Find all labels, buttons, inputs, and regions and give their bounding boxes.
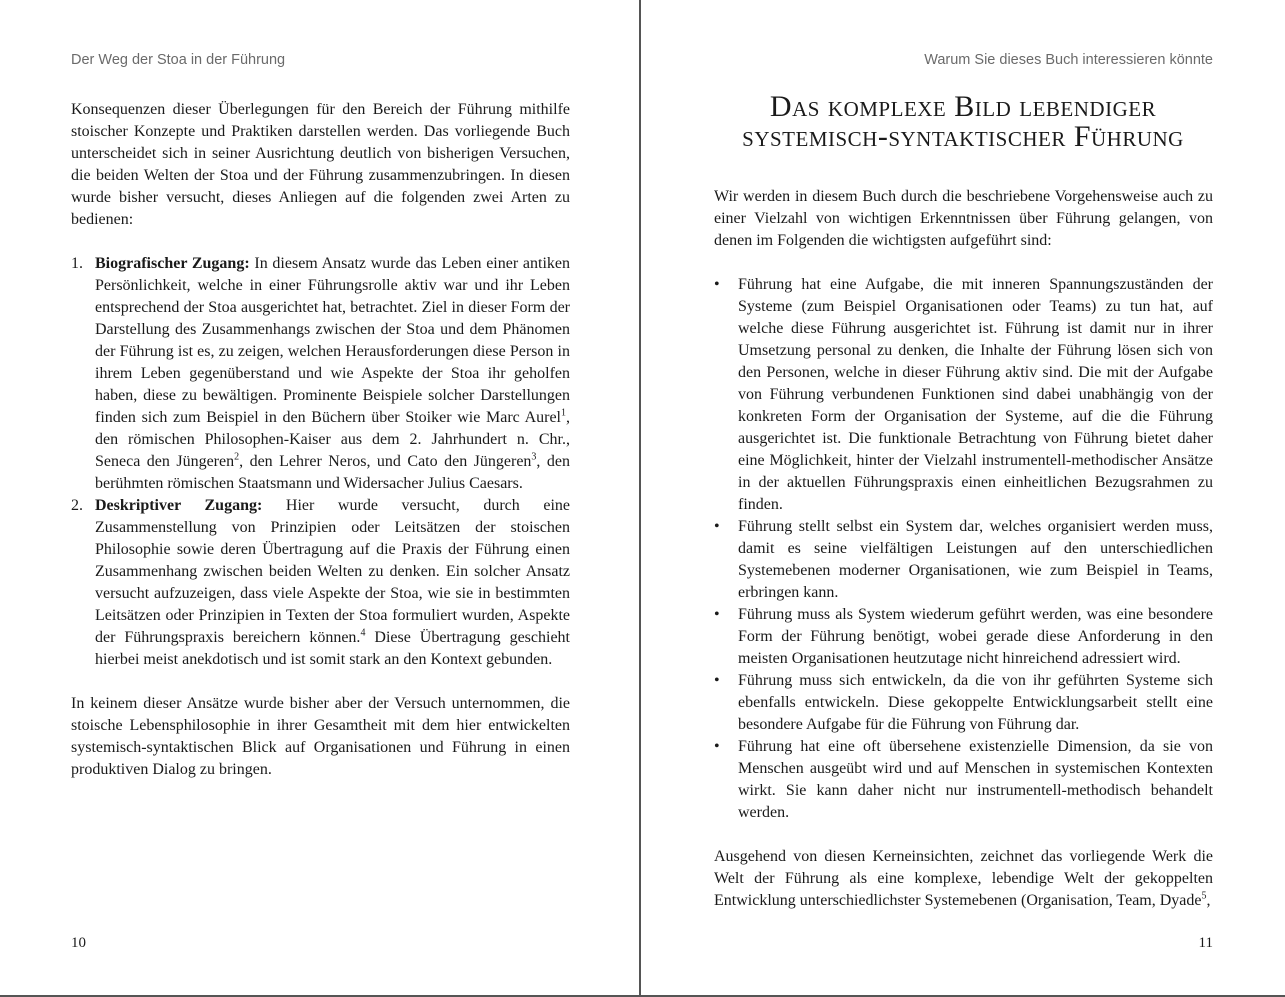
footnote-ref[interactable]: 1 bbox=[561, 407, 566, 419]
list-text: , den berühmten römischen Staatsmann und Widersacher Julius Caesars. bbox=[95, 453, 570, 492]
list-text: , den Lehrer Neros, und Cato den Jüngeren bbox=[239, 453, 532, 470]
footnote-ref[interactable]: 2 bbox=[234, 451, 240, 463]
left-page-body bbox=[71, 99, 570, 803]
list-item bbox=[71, 495, 570, 671]
list-text: , den römischen Philosophen-Kaiser aus dem 2. Jahrhundert n. Chr., Seneca den Jüngeren bbox=[95, 409, 570, 470]
running-head-left: Der Weg der Stoa in der Führung bbox=[71, 52, 286, 68]
chapter-title-line: systemisch-syntaktischer Führung bbox=[742, 120, 1184, 153]
footnote-ref[interactable]: 5 bbox=[1201, 890, 1207, 902]
bullet-icon: • bbox=[714, 738, 720, 755]
list-item bbox=[714, 516, 1213, 604]
closing-paragraph-left: In keinem dieser Ansätze wurde bisher aber der Versuch unternommen, die stoische Lebensphilosophie in ihrer Gesamtheit mit dem hier entwickelten systemisch-syntaktischen Blick auf Organisationen und Führung in einen produktiven Dialog zu bringen. bbox=[71, 695, 570, 778]
closing-paragraph-right bbox=[714, 846, 1213, 912]
list-number: 1. bbox=[71, 255, 83, 272]
list-text: Führung muss sich entwickeln, da die von ihr geführten Systeme sich ebenfalls entwickeln. Diese gekoppelte Entwicklungsarbeit stellt eine besondere Aufgabe für die Führung von Führung dar. bbox=[738, 672, 1213, 733]
paragraph-text: , bbox=[1206, 892, 1211, 909]
left-page bbox=[0, 0, 641, 995]
paragraph-text: Ausgehend von diesen Kerneinsichten, zeichnet das vorliegende Werk die Welt der Führung als eine komplexe, lebendige Welt der gekoppelten Entwicklung unterschiedlichster Systemebenen (Organisation, Team, Dyade bbox=[714, 848, 1213, 909]
page-number-left: 10 bbox=[71, 935, 86, 951]
footnote-ref[interactable]: 4 bbox=[360, 627, 366, 639]
intro-paragraph-right: Wir werden in diesem Buch durch die beschriebene Vorgehensweise auch zu einer Vielzahl von wichtigen Erkenntnissen über Führung gelangen, von denen im Folgenden die wichtigsten aufgeführt sind: bbox=[714, 188, 1213, 249]
list-term: Deskriptiver Zugang: bbox=[95, 497, 263, 514]
right-page-body bbox=[714, 186, 1213, 934]
list-text: Hier wurde versucht, durch eine Zusammenstellung von Prinzipien oder Leitsätzen der stoischen Philosophie sowie deren Übertragung auf die Praxis der Führung einen Zusammenhang zwischen beiden Welten zu denken. Ein solcher Ansatz versucht aufzuzeigen, dass viele Aspekte der Stoa, wie sie in bestimmten Leitsätzen oder Prinzipien in Texten der Stoa formuliert wurden, Aspekte der Führungspraxis bereichern können. bbox=[95, 497, 570, 646]
list-number: 2. bbox=[71, 497, 83, 514]
list-item bbox=[714, 736, 1213, 824]
list-item bbox=[714, 604, 1213, 670]
running-head-right: Warum Sie dieses Buch interessieren könnte bbox=[924, 52, 1213, 68]
list-item bbox=[714, 274, 1213, 516]
bullet-icon: • bbox=[714, 276, 720, 293]
bullet-icon: • bbox=[714, 518, 720, 535]
insights-list bbox=[714, 274, 1213, 824]
list-text: Diese Übertragung geschieht hierbei meist anekdotisch und ist somit stark an den Kontext gebunden. bbox=[95, 629, 570, 668]
list-item bbox=[714, 670, 1213, 736]
list-text: In diesem Ansatz wurde das Leben einer antiken Persönlichkeit, welche in einer Führungsrolle aktiv war und ihr Leben entsprechend der Stoa ausgerichtet hat, betrachtet. Ziel in dieser Form der Darstellung des Zusammenhangs zwischen der Stoa und dem Phänomen der Führung ist es, zu zeigen, welchen Herausforderungen diese Person in ihrem Leben gegenüberstand und wie Aspekte der Stoa ihr geholfen haben, diese zu bewältigen. Prominente Beispiele solcher Darstellungen finden sich zum Beispiel in den Büchern über Stoiker wie Marc Aurel bbox=[95, 255, 570, 426]
bullet-icon: • bbox=[714, 606, 720, 623]
page-number-right: 11 bbox=[1198, 935, 1213, 951]
list-text: Führung hat eine Aufgabe, die mit inneren Spannungszuständen der Systeme (zum Beispiel Organisationen oder Teams) zu tun hat, auf welche diese Führung ausgerichtet ist. Führung ist damit nur in ihrer Umsetzung personal zu denken, die Inhalte der Führung lösen sich von den Personen, welche in dieser Führung aktiv sind. Die mit der Aufgabe von Führung verbundenen Funktionen sind dabei unabhängig von der konkreten Form der Organisation der Systeme, auf die die Führung ausgerichtet ist. Die funktionale Betrachtung von Führung bietet daher eine Möglichkeit, hinter der Vielzahl instrumentell-methodischer Ansätze in der aktuellen Führungspraxis einen einheitlichen Bezugsrahmen zu finden. bbox=[738, 276, 1213, 513]
footnote-ref[interactable]: 3 bbox=[531, 451, 537, 463]
list-text: Führung muss als System wiederum geführt werden, was eine besondere Form der Führung benötigt, wobei gerade diese Anforderung in den meisten Organisationen heutzutage nicht hinreichend adressiert wird. bbox=[738, 606, 1213, 667]
list-text: Führung hat eine oft übersehene existenzielle Dimension, da sie von Menschen ausgeübt wird und auf Menschen in systemischen Kontexten wirkt. Sie kann daher nicht nur instrumentell-methodisch behandelt werden. bbox=[738, 738, 1213, 821]
bullet-icon: • bbox=[714, 672, 720, 689]
chapter-title-line: Das komplexe Bild lebendiger bbox=[769, 90, 1157, 123]
list-item bbox=[71, 253, 570, 495]
approaches-list bbox=[71, 253, 570, 671]
list-term: Biografischer Zugang: bbox=[95, 255, 250, 272]
intro-paragraph-left: Konsequenzen dieser Überlegungen für den Bereich der Führung mithilfe stoischer Konzepte und Praktiken darstellen werden. Das vorliegende Buch unterscheidet sich in seiner Ausrichtung deutlich von bisherigen Versuchen, die beiden Welten der Stoa und der Führung zusammenzubringen. In diesen wurde bisher versucht, dieses Anliegen auf die folgenden zwei Arten zu bedienen: bbox=[71, 101, 570, 228]
list-text: Führung stellt selbst ein System dar, welches organisiert werden muss, damit es seine vielfältigen Leistungen auf den unterschiedlichen Systemebenen moderner Organisationen, wie zum Beispiel in Teams, erbringen kann. bbox=[738, 518, 1213, 601]
right-page bbox=[643, 0, 1285, 995]
chapter-title bbox=[703, 92, 1223, 152]
